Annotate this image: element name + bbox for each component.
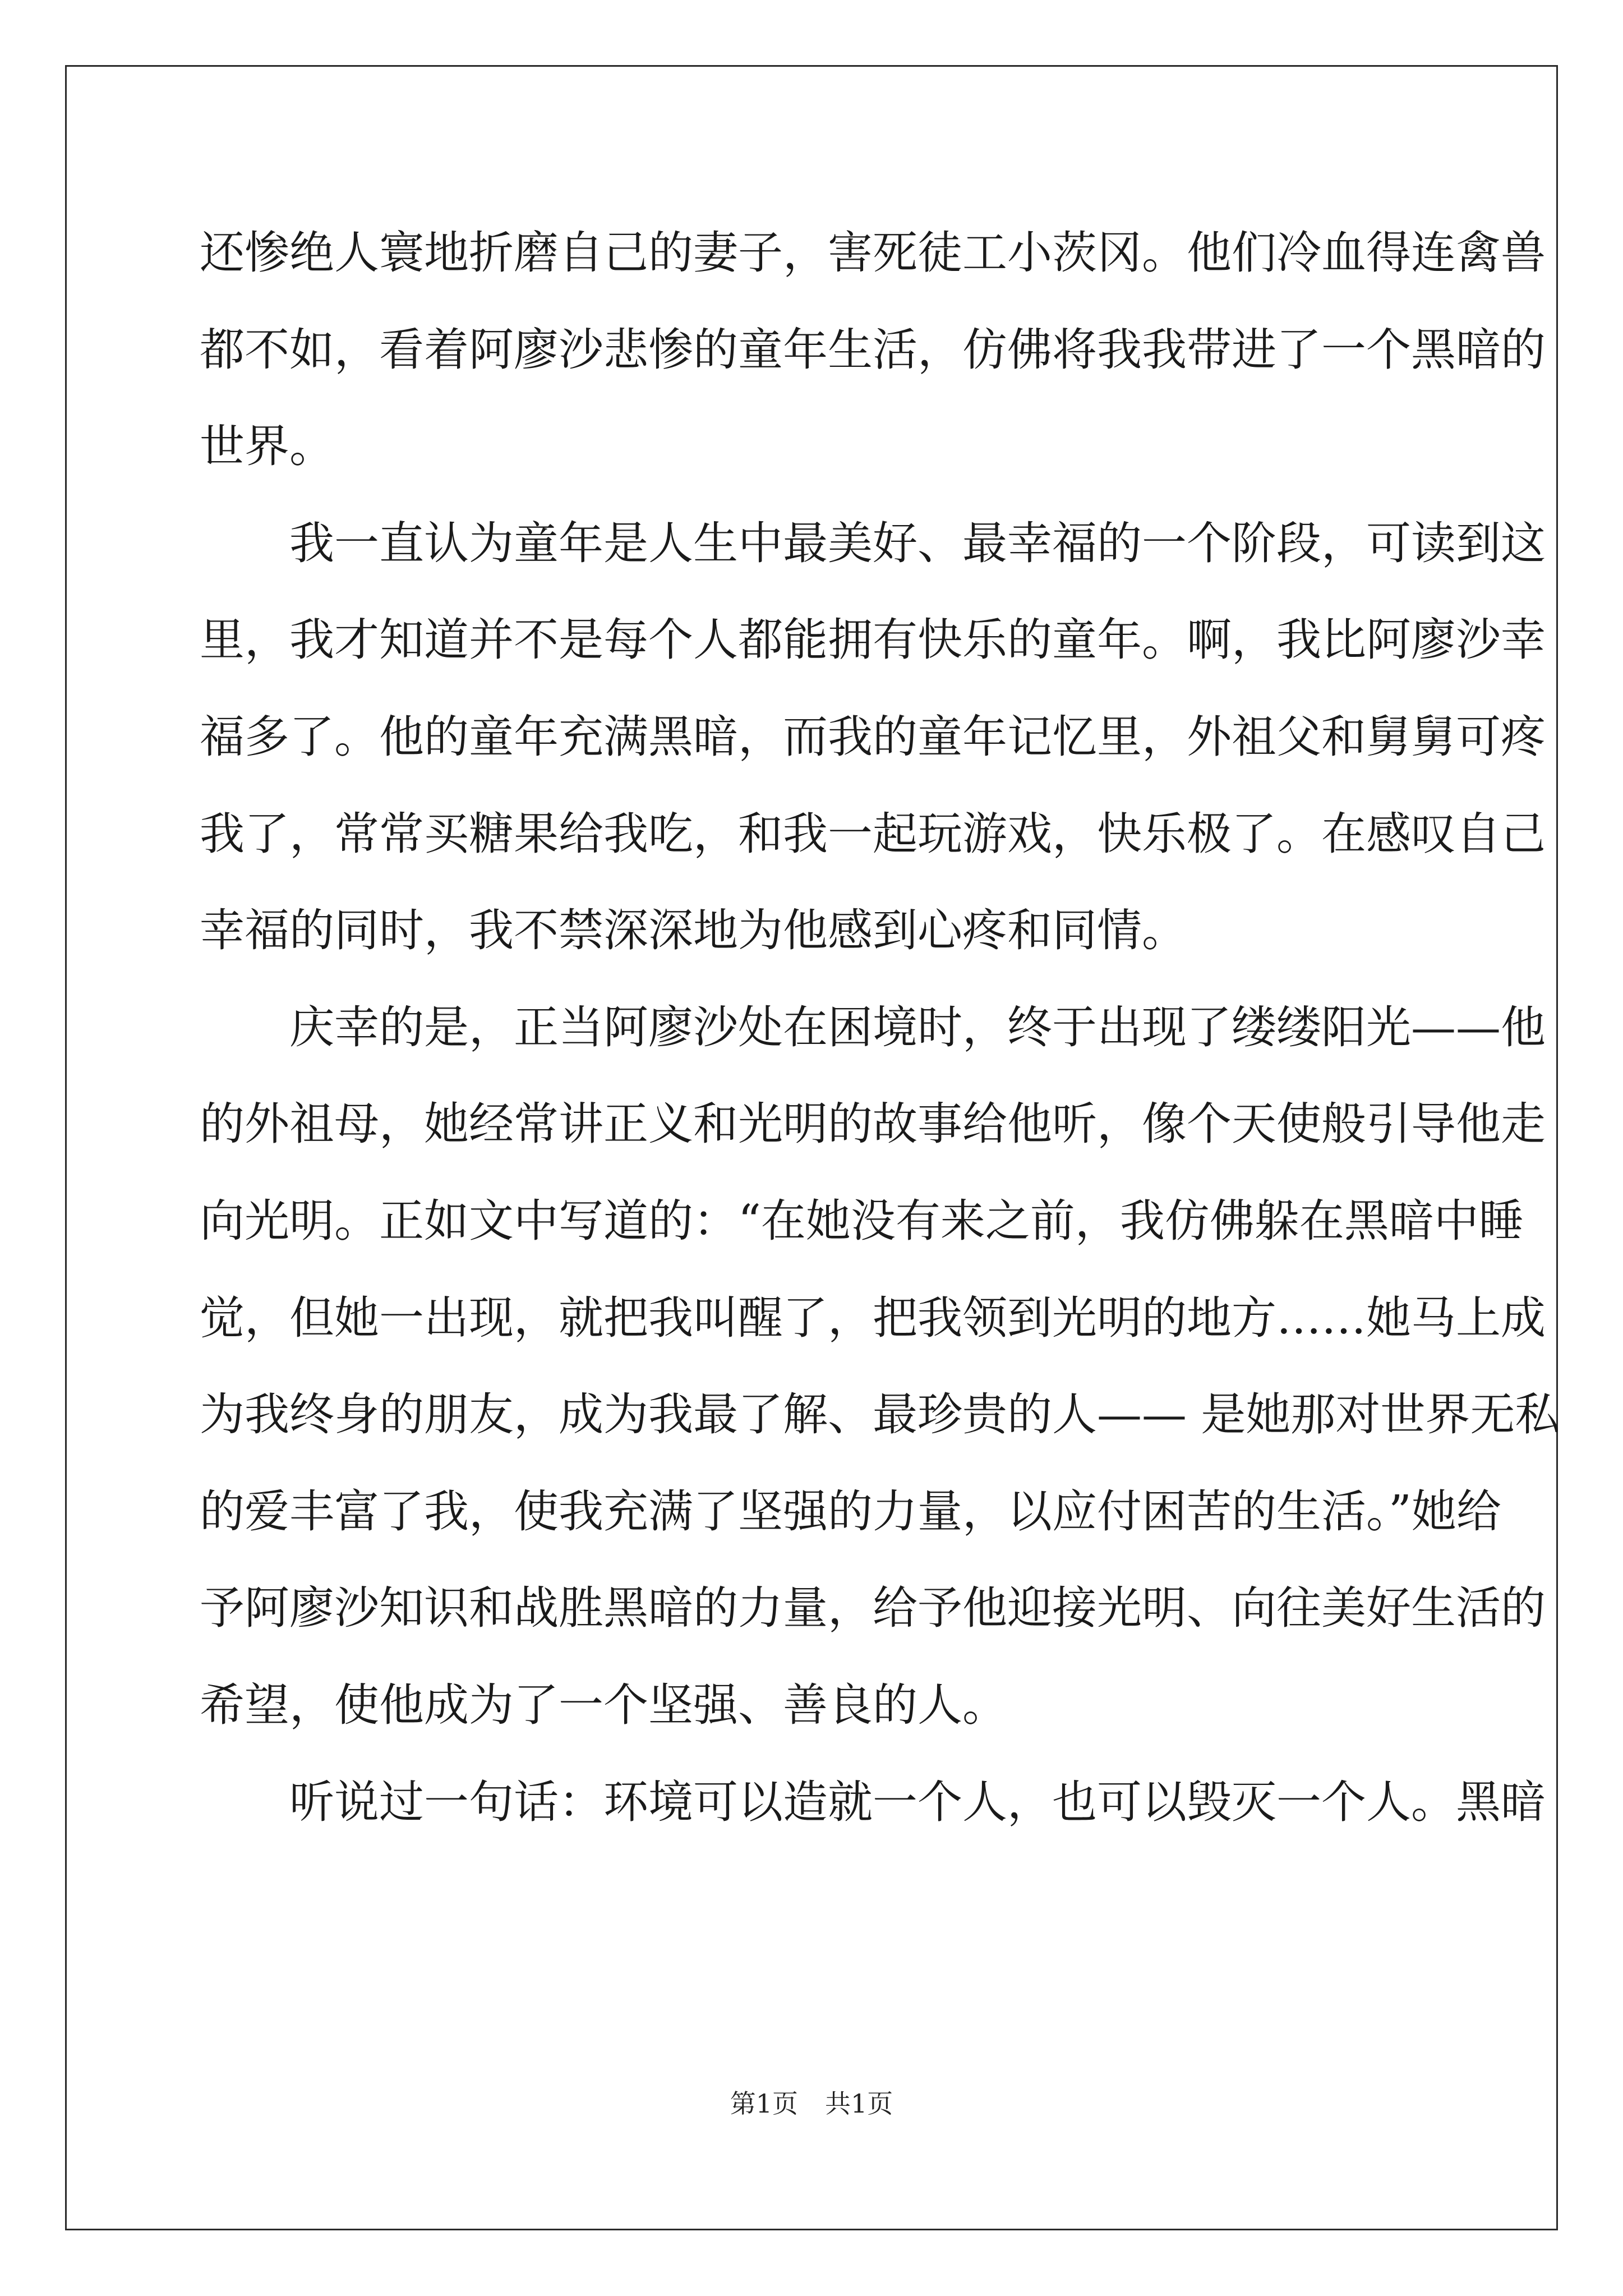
text-line: 我了，常常买糖果给我吃，和我一起玩游戏，快乐极了。在感叹自己 [200,807,1546,860]
text-line: 为我终身的朋友，成为我最了解、最珍贵的人—— 是她那对世界无私 [200,1388,1560,1441]
text-line: 庆幸的是，正当阿廖沙处在困境时，终于出现了缕缕阳光——他 [289,1001,1546,1053]
page-total: 共1页 [825,2088,893,2119]
text-line: 听说过一句话：环境可以造就一个人，也可以毁灭一个人。黑暗 [289,1775,1546,1828]
text-line: 世界。 [200,420,334,473]
text-line: 的爱丰富了我，使我充满了坚强的力量，以应付困苦的生活。”她给 [200,1485,1501,1538]
page-number: 第1页 [730,2088,798,2119]
text-line: 还惨绝人寰地折磨自己的妻子，害死徒工小茨冈。他们冷血得连禽兽 [200,227,1546,279]
text-line: 福多了。他的童年充满黑暗，而我的童年记忆里，外祖父和舅舅可疼 [200,710,1546,763]
page-footer [0,2087,1623,2120]
text-line: 我一直认为童年是人生中最美好、最幸福的一个阶段，可读到这 [289,517,1546,569]
text-line: 予阿廖沙知识和战胜黑暗的力量，给予他迎接光明、向往美好生活的 [200,1582,1546,1635]
text-line: 觉，但她一出现，就把我叫醒了，把我领到光明的地方……她马上成 [200,1291,1546,1344]
text-line: 幸福的同时，我不禁深深地为他感到心疼和同情。 [200,904,1187,957]
text-line: 都不如，看着阿廖沙悲惨的童年生活，仿佛将我我带进了一个黑暗的 [200,323,1546,376]
text-line: 向光明。正如文中写道的：“在她没有来之前，我仿佛躲在黑暗中睡 [200,1194,1524,1247]
document-body [200,205,1560,1851]
text-line: 的外祖母，她经常讲正义和光明的故事给他听，像个天使般引导他走 [200,1098,1546,1151]
text-line: 里，我才知道并不是每个人都能拥有快乐的童年。啊，我比阿廖沙幸 [200,614,1546,666]
text-line: 希望，使他成为了一个坚强、善良的人。 [200,1678,1007,1731]
